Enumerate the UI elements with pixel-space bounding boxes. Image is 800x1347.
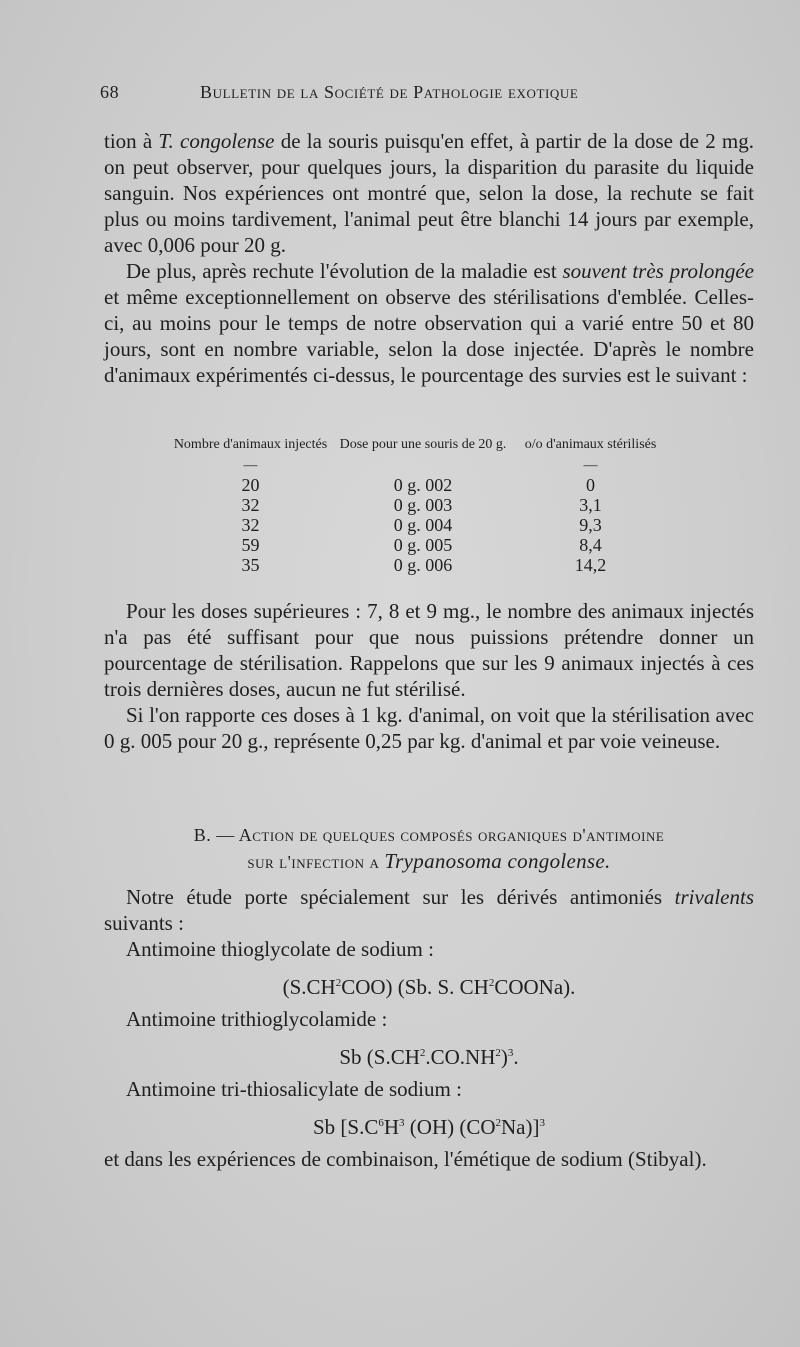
table-cell: 9,3 [579,515,602,535]
page-number: 68 [100,82,120,102]
section-heading [104,822,754,875]
table-cell: 0 g. 002 [393,475,453,495]
paragraph-study [104,884,754,936]
table-header-row [168,437,668,453]
text-run: et même exceptionnellement on observe des stérilisations d'emblée. Celles-ci, au moins pour le temps de notre observation qui a varié entre 50 et 80 jours, sont en nombre variable, selon la dose injectée. D'après le nombre d'animaux expérimentés ci-dessus, le pourcentage des survies est le suivant : [104,285,754,387]
table-cell: 14,2 [574,555,607,575]
column-header: Nombre d'animaux injectés [173,437,328,452]
table-row [168,555,668,575]
table-row [168,475,668,495]
sterilisation-table [168,437,668,575]
chemical-formula: $(S.CH^2COO)$ (Sb. S. $CH^2COONa$). [282,975,576,999]
table-cell: 0 [586,475,595,495]
compound-name: Antimoine tri-thiosalicylate de sodium : [126,1077,462,1101]
table-cell: 0 g. 004 [393,515,453,535]
paragraph-per-kg: Si l'on rapporte ces doses à 1 kg. d'animal, on voit que la stérilisation avec 0 g. 005 pour 20 g., représente 0,25 par kg. d'animal et par voie veineuse. [104,703,754,753]
emphasis: trivalents [674,885,754,909]
table-cell: 3,1 [579,495,602,515]
heading-text: sur l'infection a [247,852,385,872]
table-cell: 0 g. 003 [393,495,453,515]
table-cell: 8,4 [579,535,602,555]
page-header [100,82,648,108]
table-cell: 0 g. 006 [393,555,453,575]
rule-dash: — [243,458,258,473]
compound-name: Antimoine thioglycolate de sodium : [126,937,434,961]
chemical-formula: Sb $(S.CH^2.CO.NH^2)^3$. [339,1045,519,1069]
table-dash-row [168,453,668,475]
table-row [168,535,668,555]
paragraph-higher-doses: Pour les doses supérieures : 7, 8 et 9 mg., le nombre des animaux injectés n'a pas été suffisant pour que nous puissions prétendre donner un pourcentage de stérilisation. Rappelons que sur les 9 animaux injectés à ces trois dernières doses, aucun ne fut stérilisé. [104,599,754,701]
section-heading-line2 [104,848,754,875]
column-header: Dose pour une souris de 20 g. [339,437,507,452]
text-run: Notre étude porte spécialement sur les dérivés antimoniés [126,885,675,909]
body-text-bottom [104,884,754,1172]
chemical-formula: Sb [$S.C^6H^3$ (OH) $(CO^2Na)]^3$ [313,1115,545,1139]
body-text-middle [104,598,754,754]
paragraph-evolution [104,258,754,388]
table-row [168,495,668,515]
emphasis: souvent très prolongée [562,259,754,283]
table-cell: 35 [241,555,260,575]
text-run: suivants : [104,911,184,935]
species-name: T. congolense [158,129,275,153]
table-cell: 32 [241,515,260,535]
paragraph-continuation [104,128,754,258]
species-name: Trypanosoma congolense. [384,849,611,873]
text-run: De plus, après rechute l'évolution de la maladie est [126,259,563,283]
running-title: Bulletin de la Société de Pathologie exotique [200,82,579,102]
table-cell: 32 [241,495,260,515]
table-cell: 0 g. 005 [393,535,453,555]
rule-dash: — [583,458,598,473]
column-header: o/o d'animaux stérilisés [524,437,657,452]
compound-name: Antimoine trithioglycolamide : [126,1007,388,1031]
paragraph-combination: et dans les expériences de combinaison, l'émétique de sodium (Stibyal). [104,1147,707,1171]
text-run: de la souris puisqu'en effet, à partir de la dose de 2 mg. on peut observer, pour quelques jours, la disparition du parasite du liquide sanguin. Nos expériences ont montré que, selon la dose, la rechute se fait plus ou moins tardivement, l'animal peut être blanchi 14 jours par exemple, avec 0,006 pour 20 g. [104,129,755,257]
body-text-top [104,128,754,388]
table-cell: 59 [241,535,260,555]
section-heading-line1: B. — Action de quelques composés organiques d'antimoine [193,825,665,845]
table-row [168,515,668,535]
table-cell: 20 [241,475,260,495]
text-run: tion à [104,129,159,153]
